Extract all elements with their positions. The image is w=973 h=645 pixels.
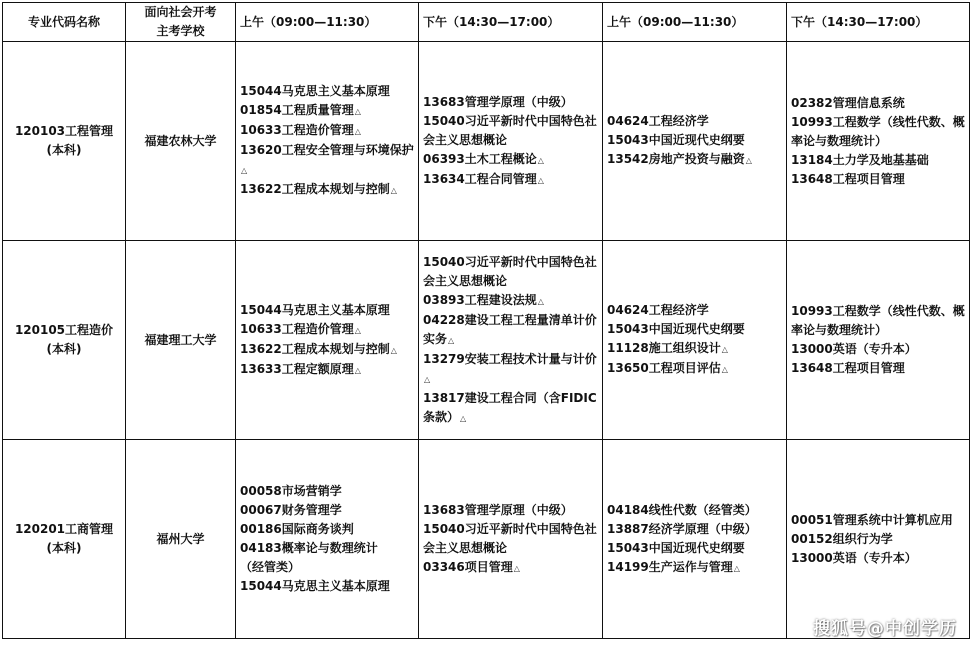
course-title: 04228建设工程工程量清单计价实务: [423, 312, 597, 346]
course-title: 13683管理学原理（中级）: [423, 94, 573, 109]
slot-cell: [787, 241, 970, 440]
course-title: 13650工程项目评估: [607, 361, 721, 375]
header-slot-1: [236, 3, 419, 42]
slot-cell: [603, 241, 787, 440]
school-cell: [126, 42, 236, 241]
triangle-mark-icon: △: [354, 365, 361, 375]
course-item: [240, 539, 415, 577]
header-slot-3: [603, 3, 787, 42]
course-item: [423, 520, 599, 558]
slot-cell: [787, 42, 970, 241]
triangle-mark-icon: △: [390, 345, 397, 355]
course-title: 04183概率论与数理统计: [240, 541, 378, 555]
course-item: [423, 389, 599, 428]
course-title: 13542房地产投资与融资: [607, 152, 745, 166]
course-title: 13622工程成本规划与控制: [240, 341, 390, 356]
course-item: [240, 180, 415, 200]
course-title: 13000英语（专升本）: [791, 550, 917, 565]
school-name: 福建理工大学: [144, 332, 217, 347]
course-item: [791, 549, 966, 568]
course-item: [240, 360, 415, 380]
major-code-name: 120105工程造价: [14, 323, 114, 337]
course-title: 04184线性代数（经管类）: [607, 502, 757, 517]
course-title: 10993工程数学（线性代数、概率论与数理统计）: [791, 304, 965, 337]
course-title: 03346项目管理: [423, 559, 513, 574]
course-item: [423, 501, 599, 520]
header-school-line2: 主考学校: [156, 24, 205, 38]
slot-cell: [236, 241, 419, 440]
triangle-mark-icon: △: [354, 107, 361, 116]
slot-cell: [787, 440, 970, 639]
slot-cell: [419, 241, 603, 440]
course-title: 13279安装工程技术计量与计价: [423, 351, 597, 366]
course-title: 13622工程成本规划与控制: [240, 182, 390, 196]
table-row: [3, 42, 970, 241]
course-item: [240, 501, 415, 520]
major-level: (本科): [46, 342, 82, 356]
course-item: [240, 482, 415, 501]
course-item: [240, 520, 415, 539]
school-name: 福州大学: [156, 531, 205, 546]
course-item: [423, 170, 599, 190]
course-item: [791, 340, 966, 359]
triangle-mark-icon: △: [354, 325, 361, 335]
school-cell: [126, 440, 236, 639]
course-title: 15043中国近现代史纲要: [607, 133, 745, 147]
course-item: [607, 301, 783, 320]
header-slot-2: [419, 3, 603, 42]
course-title: 00051管理系统中计算机应用: [791, 512, 953, 527]
course-title: 13648工程项目管理: [791, 171, 905, 186]
course-item: [791, 94, 966, 113]
course-item: [423, 93, 599, 112]
course-item: [791, 151, 966, 170]
course-item: [791, 113, 966, 151]
course-title: 13633工程定额原理: [240, 361, 354, 376]
course-title: 15044马克思主义基本原理: [240, 302, 390, 317]
course-item: [791, 302, 966, 340]
major-code-name: 120103工程管理: [14, 124, 114, 138]
triangle-mark-icon: △: [354, 127, 361, 136]
course-title: 14199生产运作与管理: [607, 559, 733, 574]
course-item: [607, 131, 783, 150]
school-name: 福建农林大学: [144, 133, 217, 148]
course-title: 13648工程项目管理: [791, 361, 905, 375]
course-title: 00152组织行为学: [791, 531, 893, 546]
course-item: [607, 359, 783, 379]
course-title: 15040习近平新时代中国特色社会主义思想概论: [423, 113, 597, 147]
course-item: [607, 539, 783, 558]
course-title: 10993工程数学（线性代数、概率论与数理统计）: [791, 114, 965, 148]
school-cell: [126, 241, 236, 440]
course-title: 15040习近平新时代中国特色社会主义思想概论: [423, 254, 597, 288]
course-item: [607, 520, 783, 539]
course-item: [423, 350, 599, 389]
course-title: 06393土木工程概论: [423, 151, 537, 166]
course-item: [423, 291, 599, 311]
course-title: 15040习近平新时代中国特色社会主义思想概论: [423, 521, 597, 555]
course-item: [240, 82, 415, 101]
course-title: 01854工程质量管理: [240, 103, 354, 117]
course-title: 11128施工组织设计: [607, 341, 721, 355]
course-title: 00058市场营销学: [240, 484, 342, 498]
course-item: [791, 511, 966, 530]
triangle-mark-icon: △: [721, 365, 728, 374]
table-row: [3, 241, 970, 440]
course-item: [607, 150, 783, 170]
triangle-mark-icon: △: [460, 413, 467, 423]
header-slot-label: 上午（09:00—11:30）: [607, 14, 744, 29]
triangle-mark-icon: △: [537, 296, 544, 306]
course-title: 02382管理信息系统: [791, 95, 905, 110]
triangle-mark-icon: △: [721, 345, 728, 354]
course-title: 13634工程合同管理: [423, 171, 537, 186]
course-title: 15043中国近现代史纲要: [607, 322, 745, 336]
course-item: [791, 359, 966, 378]
header-slot-label: 下午（14:30—17:00）: [423, 14, 560, 29]
course-item: [240, 320, 415, 340]
course-title: 00067财务管理学: [240, 503, 342, 517]
course-item: [607, 339, 783, 359]
course-title: 13683管理学原理（中级）: [423, 502, 573, 517]
course-title: 13817建设工程合同（含FIDIC条款）: [423, 390, 597, 424]
course-title: 03893工程建设法规: [423, 292, 537, 307]
course-item: [423, 150, 599, 170]
major-code-name: 120201工商管理: [14, 522, 114, 536]
course-item: [607, 320, 783, 339]
slot-cell: [419, 42, 603, 241]
course-title: 04624工程经济学: [607, 303, 709, 317]
schedule-body: [3, 42, 970, 639]
course-title: 15044马克思主义基本原理: [240, 579, 390, 593]
course-item: [423, 112, 599, 150]
header-major-label: 专业代码名称: [27, 14, 100, 29]
course-item: [423, 253, 599, 291]
slot-cell: [419, 440, 603, 639]
course-item: [423, 311, 599, 350]
watermark: 搜狐号@中创学历: [813, 619, 957, 639]
course-title: 10633工程造价管理: [240, 321, 354, 336]
major-level: (本科): [46, 541, 82, 555]
header-school: [126, 3, 236, 42]
triangle-mark-icon: △: [733, 563, 740, 573]
triangle-mark-icon: △: [390, 186, 397, 195]
course-title: 00186国际商务谈判: [240, 522, 354, 536]
course-item: [240, 121, 415, 141]
course-item: [791, 170, 966, 189]
triangle-mark-icon: △: [745, 156, 752, 165]
triangle-mark-icon: △: [537, 175, 544, 185]
table-row: [3, 440, 970, 639]
header-slot-label: 上午（09:00—11:30）: [240, 14, 377, 29]
course-item: [240, 340, 415, 360]
triangle-mark-icon: △: [424, 374, 431, 384]
slot-cell: [236, 42, 419, 241]
header-school-line1: 面向社会开考: [144, 5, 217, 19]
course-item: [240, 141, 415, 180]
course-item: [607, 501, 783, 520]
header-major: [3, 3, 126, 42]
course-title: 15043中国近现代史纲要: [607, 540, 745, 555]
slot-cell: [603, 42, 787, 241]
course-item: [240, 301, 415, 320]
course-title: 13887经济学原理（中级）: [607, 521, 757, 536]
header-slot-4: [787, 3, 970, 42]
course-item: [791, 530, 966, 549]
course-item: [607, 558, 783, 578]
course-subtitle: （经管类）: [240, 560, 301, 574]
slot-cell: [603, 440, 787, 639]
course-item: [240, 101, 415, 121]
major-level: (本科): [46, 143, 82, 157]
triangle-mark-icon: △: [513, 563, 520, 573]
major-cell: [3, 42, 126, 241]
major-cell: [3, 241, 126, 440]
course-title: 13000英语（专升本）: [791, 342, 917, 356]
course-title: 15044马克思主义基本原理: [240, 84, 390, 98]
header-row: [3, 3, 970, 42]
course-title: 10633工程造价管理: [240, 123, 354, 137]
triangle-mark-icon: △: [448, 335, 455, 345]
course-item: [423, 558, 599, 578]
course-title: 13184土力学及地基基础: [791, 152, 929, 167]
course-title: 13620工程安全管理与环境保护: [240, 143, 414, 157]
major-cell: [3, 440, 126, 639]
exam-schedule-table: [2, 2, 970, 639]
triangle-mark-icon: △: [241, 166, 248, 175]
header-slot-label: 下午（14:30—17:00）: [791, 14, 928, 29]
slot-cell: [236, 440, 419, 639]
triangle-mark-icon: △: [537, 155, 544, 165]
course-item: [607, 112, 783, 131]
course-title: 04624工程经济学: [607, 114, 709, 128]
course-item: [240, 577, 415, 596]
